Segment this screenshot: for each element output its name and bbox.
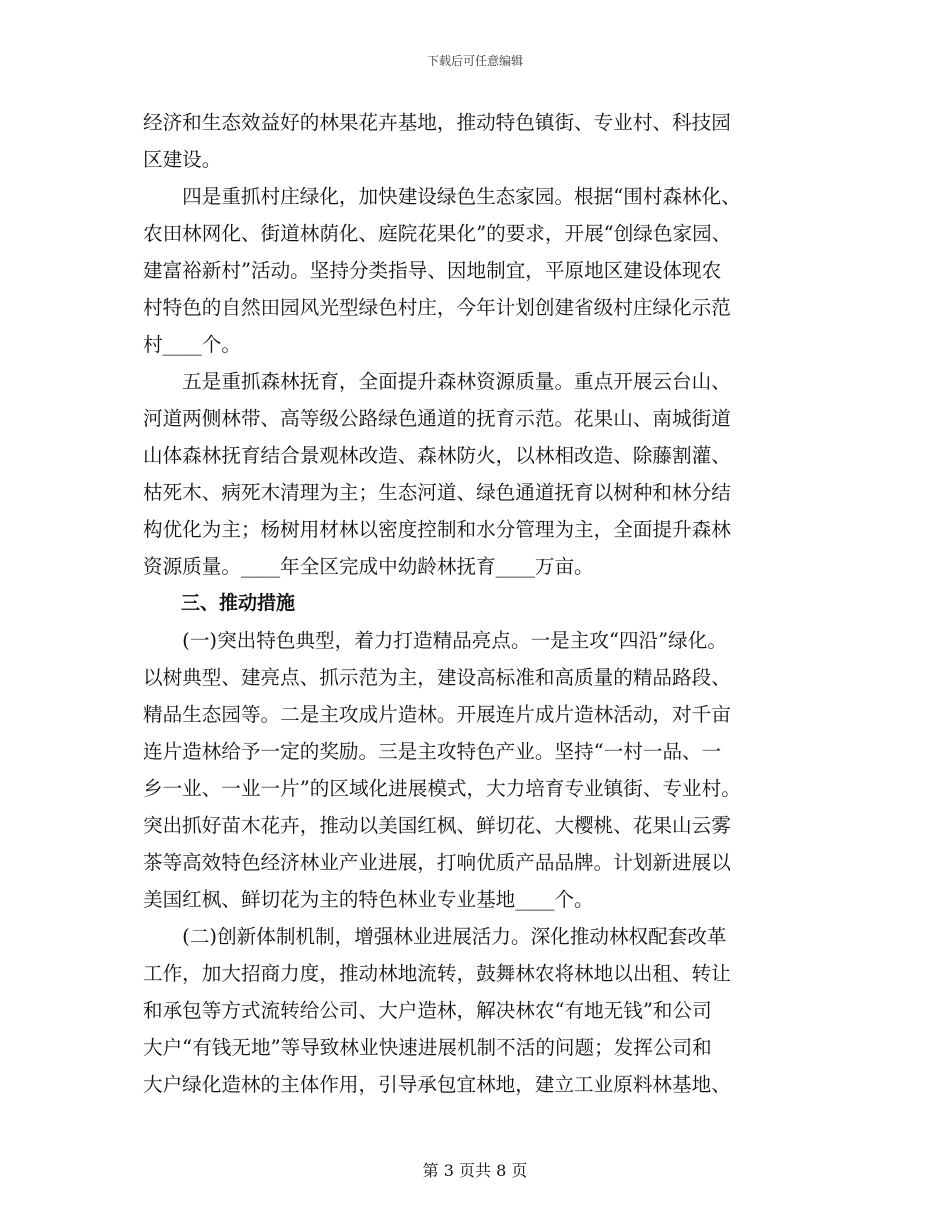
text-line: (一)突出特色典型，着力打造精品亮点。一是主攻“四沿”绿化。 bbox=[143, 629, 727, 652]
text-line: 乡一业、一业一片”的区域化进展模式，大力培育专业镇街、专业村。 bbox=[143, 777, 741, 800]
text-line: 农田林网化、街道林荫化、庭院花果化”的要求，开展“创绿色家园、 bbox=[143, 222, 732, 245]
text-line: 区建设。 bbox=[143, 148, 222, 171]
text-line: 枯死木、病死木清理为主；生态河道、绿色通道抚育以树种和林分结 bbox=[143, 481, 731, 504]
text-line: 大户绿化造林的主体作用，引导承包宜林地，建立工业原料林基地、 bbox=[143, 1073, 731, 1096]
document-body bbox=[143, 104, 807, 1103]
text-line: 村____个。 bbox=[143, 333, 241, 356]
text-line: (二)创新体制机制，增强林业进展活力。深化推动林权配套改革 bbox=[143, 925, 727, 948]
text-line: 建富裕新村”活动。坚持分类指导、因地制宜，平原地区建设体现农 bbox=[143, 259, 722, 282]
text-line: 工作，加大招商力度，推动林地流转，鼓舞林农将林地以出租、转让 bbox=[143, 962, 731, 985]
page-number: 第 3 页共 8 页 bbox=[422, 1161, 528, 1180]
text-line: 四是重抓村庄绿化，加快建设绿色生态家园。根据“围村森林化、 bbox=[143, 185, 741, 208]
text-line: 和承包等方式流转给公司、大户造林，解决林农“有地无钱”和公司 bbox=[143, 999, 712, 1022]
text-line: 突出抓好苗木花卉，推动以美国红枫、鲜切花、大樱桃、花果山云雾 bbox=[143, 814, 731, 837]
text-line: 美国红枫、鲜切花为主的特色林业专业基地____个。 bbox=[143, 888, 594, 911]
text-line: 构优化为主；杨树用材林以密度控制和水分管理为主，全面提升森林 bbox=[143, 518, 731, 541]
page-header-note: 下载后可任意编辑 bbox=[426, 54, 523, 68]
text-line: 河道两侧林带、高等级公路绿色通道的抚育示范。花果山、南城街道 bbox=[143, 407, 731, 430]
text-line: 精品生态园等。二是主攻成片造林。开展连片成片造林活动，对千亩 bbox=[143, 703, 731, 726]
text-line: 五是重抓森林抚育，全面提升森林资源质量。重点开展云台山、 bbox=[143, 370, 731, 393]
text-line: 村特色的自然田园风光型绿色村庄，今年计划创建省级村庄绿化示范 bbox=[143, 296, 731, 319]
text-line: 资源质量。____年全区完成中幼龄林抚育____万亩。 bbox=[143, 555, 594, 578]
text-line: 山体森林抚育结合景观林改造、森林防火，以林相改造、除藤割灌、 bbox=[143, 444, 731, 467]
text-line: 以树典型、建亮点、抓示范为主，建设高标准和高质量的精品路段、 bbox=[143, 666, 731, 689]
text-line: 茶等高效特色经济林业产业进展，打响优质产品品牌。计划新进展以 bbox=[143, 851, 731, 874]
text-line: 经济和生态效益好的林果花卉基地，推动特色镇街、专业村、科技园 bbox=[143, 111, 731, 134]
section-heading: 三、推动措施 bbox=[143, 592, 296, 614]
text-line: 连片造林给予一定的奖励。三是主攻特色产业。坚持“一村一品、一 bbox=[143, 740, 722, 763]
text-line: 大户“有钱无地”等导致林业快速进展机制不活的问题；发挥公司和 bbox=[143, 1036, 712, 1059]
